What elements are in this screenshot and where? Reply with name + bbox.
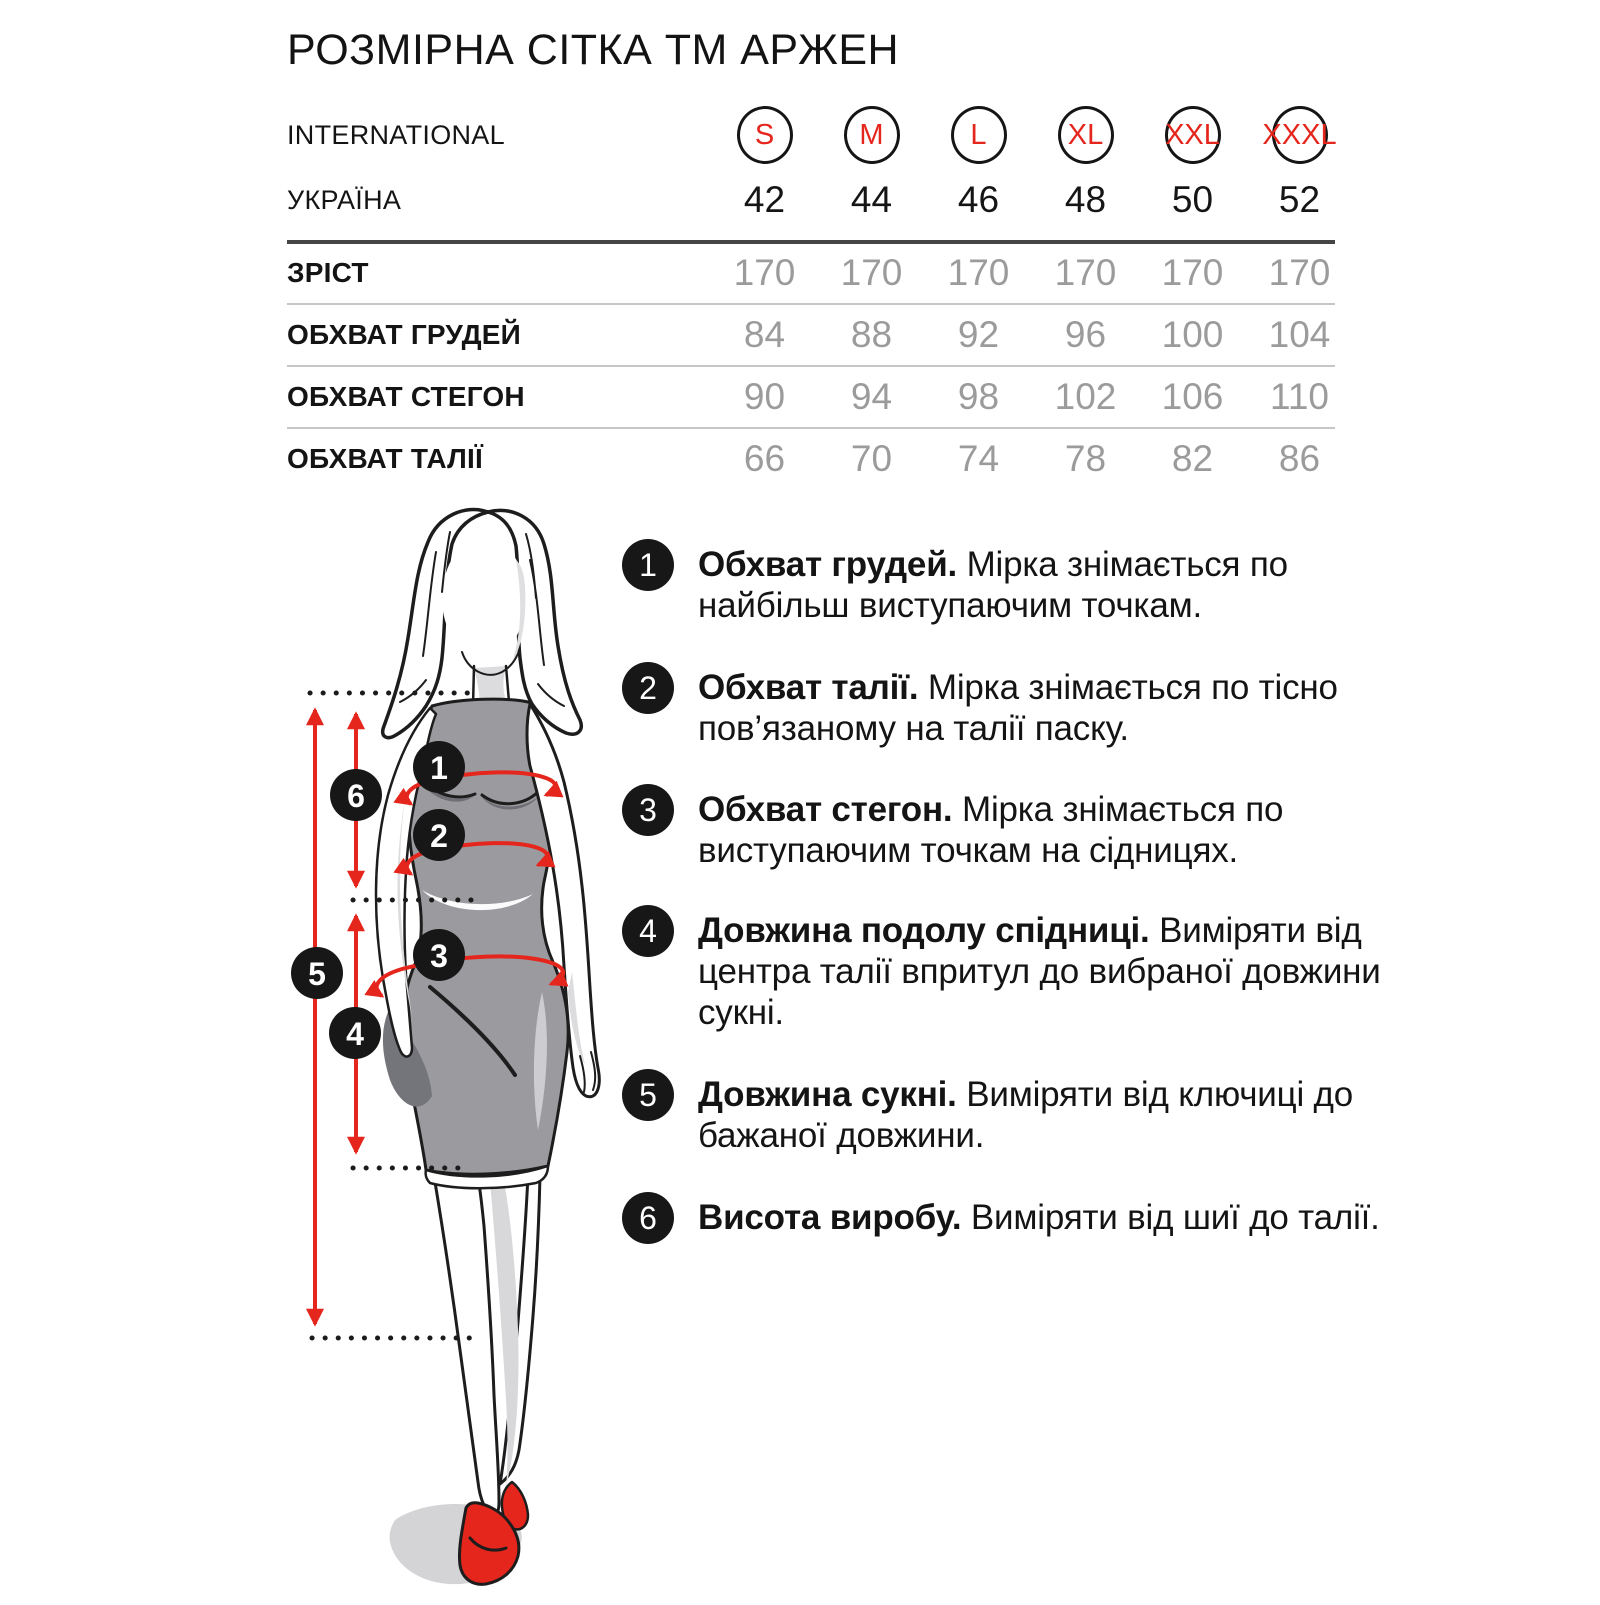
- row-label-ukraine: УКРАЇНА: [287, 184, 402, 215]
- svg-text:2: 2: [430, 818, 448, 854]
- figure-badge-6: [330, 769, 382, 821]
- row-label-international: INTERNATIONAL: [287, 119, 505, 150]
- size-letter: M: [859, 118, 884, 151]
- instruction-item-4: [622, 905, 1390, 1033]
- badge-number: 5: [639, 1076, 657, 1113]
- page-title: РОЗМІРНА СІТКА ТМ АРЖЕН: [287, 26, 900, 74]
- instruction-text: [698, 662, 1390, 749]
- ua-size: 52: [1278, 179, 1321, 220]
- value-cell: 86: [1278, 438, 1321, 479]
- value-cell: 84: [743, 314, 786, 355]
- ua-size: 50: [1171, 179, 1214, 220]
- svg-text:5: 5: [308, 956, 326, 992]
- instruction-term: Довжина подолу спідниці.: [698, 911, 1150, 950]
- size-badge-xxxl: [1262, 106, 1337, 164]
- value-cell: 102: [1054, 376, 1117, 417]
- ua-size: 44: [850, 179, 893, 220]
- table-row-height: [287, 244, 1353, 302]
- instruction-text: [698, 1069, 1390, 1156]
- value-cell: 106: [1161, 376, 1224, 417]
- svg-text:4: 4: [346, 1016, 364, 1052]
- instruction-term: Довжина сукні.: [698, 1075, 957, 1114]
- figure-illustration: [280, 490, 980, 1600]
- instruction-text: [698, 784, 1390, 871]
- table-row-international: [287, 103, 1353, 167]
- instruction-text: [698, 1192, 1390, 1238]
- value-cell: 66: [743, 438, 786, 479]
- figure-badge-2: [413, 809, 465, 861]
- instruction-term: Обхват стегон.: [698, 790, 953, 829]
- instruction-body: Виміряти від центра талії впритул до вибраної довжини сукні.: [698, 911, 1381, 1032]
- instruction-term: Обхват талії.: [698, 668, 919, 707]
- table-divider: [287, 303, 1335, 305]
- row-label-hips: ОБХВАТ СТЕГОН: [287, 381, 525, 412]
- ua-size: 46: [957, 179, 1000, 220]
- value-cell: 92: [957, 314, 1000, 355]
- instruction-number-badge: [622, 905, 674, 957]
- value-cell: 70: [850, 438, 893, 479]
- instruction-body: Мірка знімається по найбільш виступаючим точкам.: [698, 545, 1288, 625]
- instruction-item-3: [622, 784, 1390, 871]
- instruction-body: Мірка знімається по виступаючим точкам на сідницях.: [698, 790, 1284, 870]
- instruction-item-2: [622, 662, 1390, 749]
- row-label-height: ЗРІСТ: [287, 257, 369, 288]
- badge-number: 6: [639, 1199, 657, 1236]
- value-cell: 78: [1064, 438, 1107, 479]
- badge-number: 2: [639, 669, 657, 706]
- value-cell: 94: [850, 376, 893, 417]
- figure-badge-1: [413, 741, 465, 793]
- table-row-ukraine: [287, 174, 1353, 226]
- table-divider: [287, 427, 1335, 429]
- badge-number: 4: [639, 912, 657, 949]
- figure-badge-3: [413, 929, 465, 981]
- svg-text:1: 1: [430, 750, 448, 786]
- instruction-item-1: [622, 539, 1390, 626]
- size-letter: XXL: [1165, 118, 1220, 151]
- size-letter: XXXL: [1262, 118, 1337, 151]
- table-divider: [287, 365, 1335, 367]
- figure-badge-4: [329, 1007, 381, 1059]
- size-badge-m: [844, 106, 900, 164]
- badge-number: 3: [639, 791, 657, 828]
- instruction-body: Виміряти від ключиці до бажаної довжини.: [698, 1075, 1354, 1155]
- row-label-chest: ОБХВАТ ГРУДЕЙ: [287, 319, 521, 350]
- size-badge-xxl: [1165, 106, 1221, 164]
- instruction-number-badge: [622, 662, 674, 714]
- size-letter: XL: [1067, 118, 1104, 151]
- table-row-waist: [287, 430, 1353, 488]
- value-cell: 104: [1268, 314, 1331, 355]
- figure-badge-5: [291, 947, 343, 999]
- size-badge-s: [737, 106, 793, 164]
- instruction-number-badge: [622, 1192, 674, 1244]
- instruction-number-badge: [622, 1069, 674, 1121]
- table-row-hips: [287, 368, 1353, 426]
- svg-text:3: 3: [430, 938, 448, 974]
- value-cell: 88: [850, 314, 893, 355]
- value-cell: 170: [1054, 252, 1117, 293]
- instruction-text: [698, 905, 1390, 1033]
- svg-text:6: 6: [347, 778, 365, 814]
- instruction-body: Мірка знімається по тісно пов’язаному на талії паску.: [698, 668, 1338, 748]
- ua-size: 48: [1064, 179, 1107, 220]
- value-cell: 96: [1064, 314, 1107, 355]
- instruction-number-badge: [622, 784, 674, 836]
- value-cell: 170: [733, 252, 796, 293]
- instruction-term: Висота виробу.: [698, 1198, 962, 1237]
- value-cell: 74: [957, 438, 1000, 479]
- value-cell: 98: [957, 376, 1000, 417]
- value-cell: 170: [840, 252, 903, 293]
- size-badge-l: [951, 106, 1007, 164]
- table-row-chest: [287, 306, 1353, 364]
- value-cell: 100: [1161, 314, 1224, 355]
- value-cell: 170: [947, 252, 1010, 293]
- value-cell: 170: [1268, 252, 1331, 293]
- model-sketch: [280, 490, 980, 1600]
- value-cell: 90: [743, 376, 786, 417]
- size-letter: L: [970, 118, 987, 151]
- instruction-item-6: [622, 1192, 1390, 1244]
- size-badge-xl: [1058, 106, 1114, 164]
- instruction-item-5: [622, 1069, 1390, 1156]
- value-cell: 82: [1171, 438, 1214, 479]
- instruction-number-badge: [622, 539, 674, 591]
- instruction-term: Обхват грудей.: [698, 545, 958, 584]
- size-letter: S: [754, 118, 775, 151]
- row-label-waist: ОБХВАТ ТАЛІЇ: [287, 443, 483, 474]
- badge-number: 1: [639, 546, 657, 583]
- instruction-text: [698, 539, 1390, 626]
- instruction-body: Виміряти від шиї до талії.: [970, 1198, 1380, 1237]
- legs: [434, 1174, 540, 1516]
- value-cell: 170: [1161, 252, 1224, 293]
- ua-size: 42: [743, 179, 786, 220]
- value-cell: 110: [1270, 376, 1329, 417]
- face: [442, 538, 526, 658]
